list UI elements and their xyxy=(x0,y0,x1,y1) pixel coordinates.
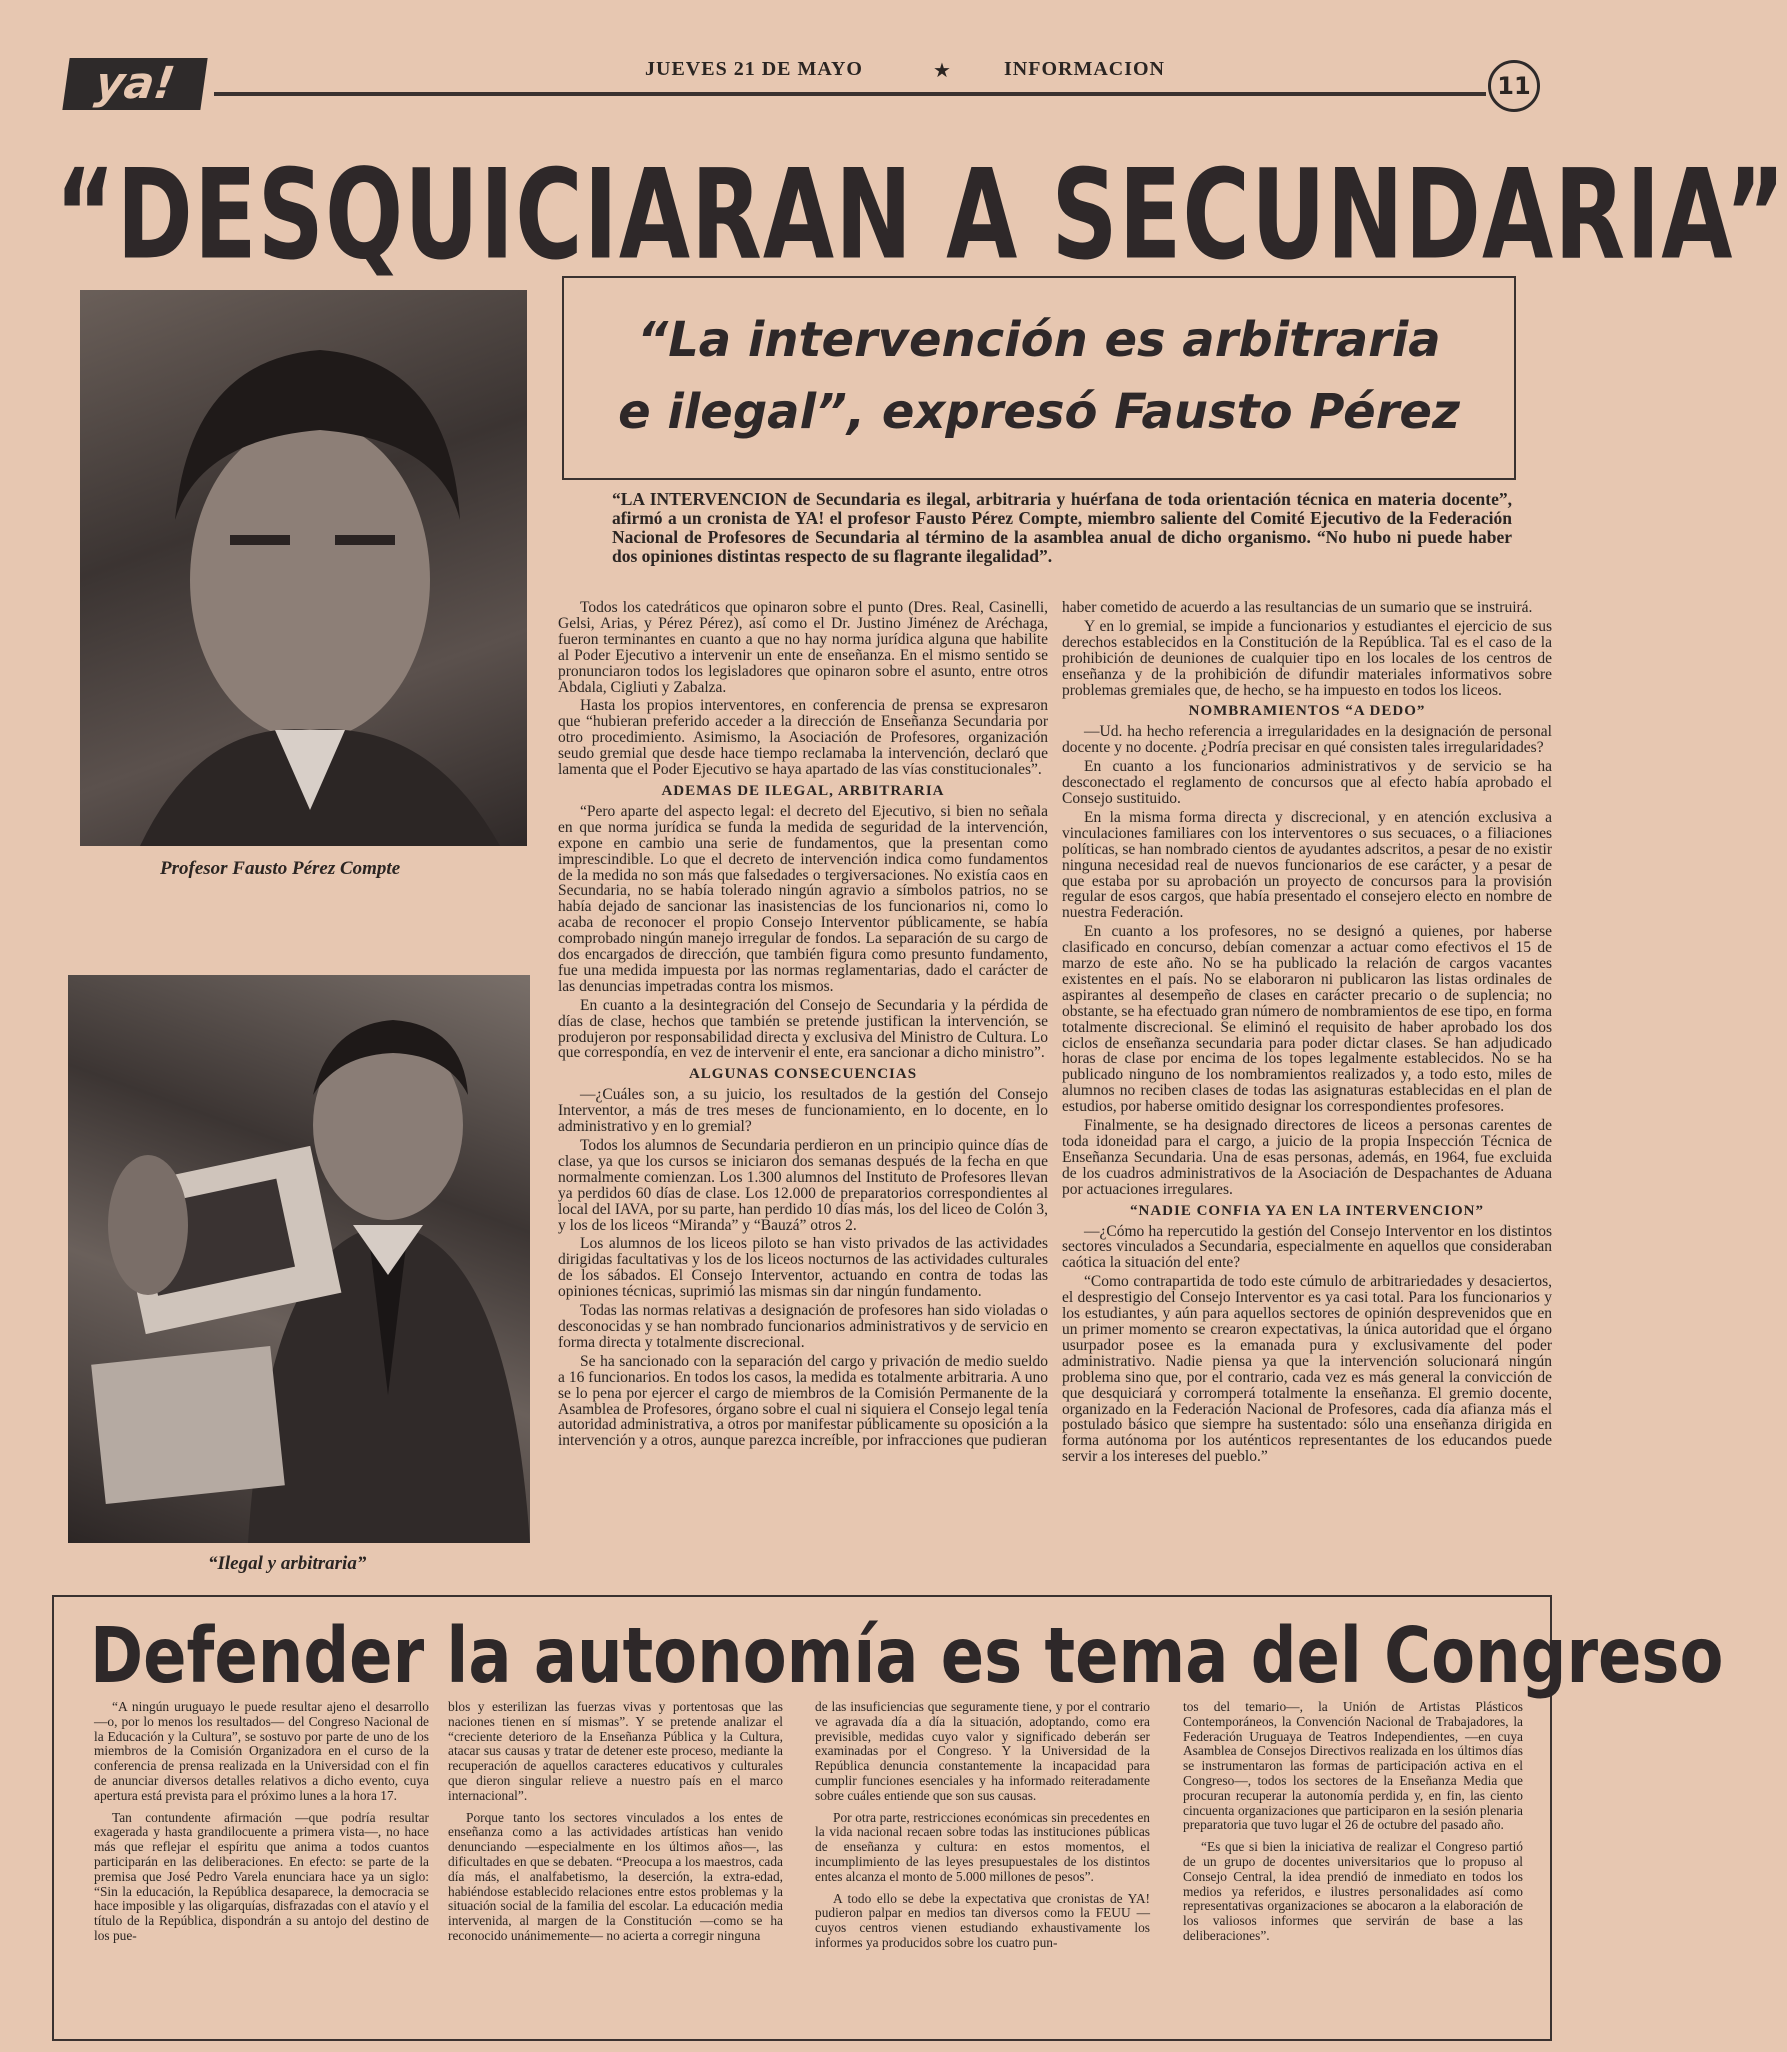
paragraph: A todo ello se debe la expectativa que cronistas de YA! pudieron palpar en medios tan diversos como la FEUU —cuyos centros vienen estudiando exhaustivamente los informes ya producidos sobre los cuatro pun- xyxy=(815,1890,1150,1950)
paragraph: Porque tanto los sectores vinculados a los entes de enseñanza como a las actividades artísticas han venido denunciando —especialmente en los últimos años—, las dificultades en que se debaten. “Preocupa a los maestros, cada día más, el analfabetismo, la deserción, la extra-edad, habiéndose establecido relaciones entre estos problemas y la situación social de la familia del escolar. La educación media intervenida, al margen de la Constitución —como se ha reconocido unánimemente— no acierta a corregir ninguna xyxy=(448,1809,783,1943)
man-illustration xyxy=(68,975,530,1543)
paragraph: de las insuficiencias que seguramente tiene, y por el contrario ve agravada día a día la situación, adoptando, como era previsible, medidas cuyo valor y significado deberán ser examinadas por el Congreso. Y la Universidad de la República denuncia constantemente la incapacidad para cumplir funciones esenciales y ha informado reiteradamente sobre cuáles entiende que son sus causas. xyxy=(815,1699,1150,1803)
paragraph: “Es que si bien la iniciativa de realizar el Congreso partió de un grupo de docentes universitarios que lo propuso al Consejo Central, la idea prendió de inmediato en todos los medios ya referidos, e ilustres personalidades así como representativas organizaciones se abocaron a la elaboración de los valiosos informes que servirán de base a las deliberaciones”. xyxy=(1183,1839,1523,1943)
paragraph: Todos los alumnos de Secundaria perdieron en un principio quince días de clase, ya que los cursos se iniciaron dos semanas después de la fecha en que normalmente comienzan. Los 1.300 alumnos del Instituto de Profesores llevan ya perdidos 60 días de clase. Los 12.000 de preparatorios correspondientes al local del IAVA, por su parte, han perdido 10 días más, los del liceo de Colón 3, y los de los liceos “Miranda” y “Bauzá” otros 2. xyxy=(558,1137,1048,1234)
header-section: INFORMACION xyxy=(1004,58,1165,80)
paragraph: “Pero aparte del aspecto legal: el decreto del Ejecutivo, si bien no señala en que norma jurídica se funda la medida de seguridad de la intervención, expone en cambio una serie de fundamentos, que la presentan como imprescindible. Lo que el decreto de intervención indica como fundamentos de la medida no son más que falsedades o tergiversaciones. No existía caos en Secundaria, no se había tolerado ningún agravio a símbolos patrios, no se había dejado de sancionar las inasistencias de los funcionarios ni, como lo acaba de reconocer el propio Consejo Interventor públicamente, se había comprobado ningún manejo irregular de fondos. La separación de su cargo de dos encargados de dirección, que también figura como presunto fundamento, fue una medida impuesta por las normas reglamentarias, dado el carácter de las denuncias impetradas contra los mismos. xyxy=(558,802,1048,995)
quote-text xyxy=(564,304,1514,448)
bottom-headline: Defender la autonomía es tema del Congreso xyxy=(90,1612,1724,1701)
man-with-document-photo xyxy=(68,975,530,1543)
paragraph: Tan contundente afirmación —que podría resultar exagerada y hasta grandilocuente a primera vista—, no hace más que reflejar el espíritu que anima a todos cuantos participarán en las deliberaciones. En efecto: se parte de la premisa que José Pedro Varela enunciara hace ya un siglo: “Sin la educación, la República desaparece, la democracia se hace imposible y las oligarquías, disfrazadas con el atavío y el título de la República, dispondrán a su antojo del destino de los pue- xyxy=(94,1809,429,1943)
photo1-caption: Profesor Fausto Pérez Compte xyxy=(160,858,401,879)
paragraph: Finalmente, se ha designado directores de liceos a personas carentes de toda idoneidad para el cargo, a juicio de la propia Inspección Técnica de Enseñanza Secundaria. Una de esas personas, además, en 1964, fue excluida de los cuadros administrativos de la Asociación de Despachantes de Aduana por actuaciones irregulares. xyxy=(1062,1117,1552,1198)
quote-line-1: “La intervención es arbitraria xyxy=(637,312,1441,368)
paragraph: Todas las normas relativas a designación de profesores han sido violadas o desconocidas y se han nombrado funcionarios administrativos y de servicio en forma directa y totalmente discrecional. xyxy=(558,1302,1048,1351)
portrait-photo xyxy=(80,290,527,846)
paragraph: Por otra parte, restricciones económicas sin precedentes en la vida nacional recaen sobre todas las instituciones públicas de enseñanza y cultura: en estos momentos, el incumplimiento de las leyes presupuestales de los distintos entes alcanza el monto de 5.000 millones de pesos”. xyxy=(815,1809,1150,1884)
quote-box xyxy=(562,276,1516,480)
paragraph: Y en lo gremial, se impide a funcionarios y estudiantes el ejercicio de sus derechos establecidos en la Constitución de la República. Tal es el caso de la prohibición de deuniones de cualquier tipo en los locales de los centros de enseñanza y de la prohibición de difundir materiales informativos sobre problemas gremiales que, de hecho, se ha impuesto en todos los liceos. xyxy=(1062,617,1552,699)
subheading: ALGUNAS CONSECUENCIAS xyxy=(688,1066,918,1083)
paragraph: tos del temario—, la Unión de Artistas Plásticos Contemporáneos, la Convención Nacional de Trabajadores, la Federación Uruguaya de Teatros Independientes, —en cuya Asamblea de Consejos Directivos realizada en los últimos días se instrumentaron las formas de participación activa en el Congreso—, todos los sectores de la Enseñanza Media que procuran recuperar la autonomía perdida y, en fin, las ciento cincuenta organizaciones que participaron en la sesión plenaria preparatoria que tuvo lugar el 26 de octubre del pasado año. xyxy=(1183,1699,1523,1833)
paragraph: En la misma forma directa y discrecional, y en atención exclusiva a vinculaciones familiares con los interventores o sus secuaces, o a filiaciones políticas, se han nombrado cientos de ayudantes adscritos, a pesar de no existir ninguna necesidad real de nuevos funcionarios de ese carácter, y a pesar de que estaba por su aprobación un proyecto de concursos para la provisión regular de esos cargos, que había presentado el consejero electo en nombre de nuestra Federación. xyxy=(1062,808,1552,922)
paragraph: Se ha sancionado con la separación del cargo y privación de medio sueldo a 16 funcionarios. En todos los casos, la medida es totalmente arbitraria. A uno se lo pena por ejercer el cargo de miembros de la Comisión Permanente de la Asamblea de Profesores, órgano sobre el cual ni siquiera el Consejo legal tenía autoridad administrativa, a otros por manifestar públicamente su oposición a la intervención y a otros, aunque parezca increíble, por infracciones que pudieran xyxy=(558,1352,1048,1450)
photo2-caption: “Ilegal y arbitraria” xyxy=(208,1553,367,1574)
paragraph: Los alumnos de los liceos piloto se han visto privados de las actividades dirigidas facultativas y los de los liceos nocturnos de las actividades culturales de los sábados. El Consejo Interventor, actuando en contra de todas las opiniones técnicas, suprimió las mismas sin dar ningún fundamento. xyxy=(558,1235,1048,1301)
header-rule xyxy=(214,92,1486,96)
article-column-left xyxy=(558,600,1048,1452)
subheading: “NADIE CONFIA YA EN LA INTERVENCION” xyxy=(1129,1202,1484,1219)
portrait-illustration xyxy=(80,290,527,846)
main-headline: “DESQUICIARAN A SECUNDARIA” xyxy=(55,142,1787,288)
star-icon: ★ xyxy=(933,60,951,82)
paragraph: blos y esterilizan las fuerzas vivas y portentosas que las naciones tienen en sí mismas”. Y se pretende analizar el “creciente deterioro de la Enseñanza Pública y la Cultura, atacar sus causas y tratar de detener este proceso, mediante la recuperación de aquellos caracteres educativos y culturales que dieron singular relieve a nuestro país en el marco internacional”. xyxy=(448,1699,783,1803)
lead-paragraph: “LA INTERVENCION de Secundaria es ilegal, arbitraria y huérfana de toda orientación técnica en materia docente”, afirmó a un cronista de YA! el profesor Fausto Pérez Compte, miembro saliente del Comité Ejecutivo de la Federación Nacional de Profesores de Secundaria al término de la asamblea anual de dicho organismo. “No hubo ni puede haber dos opiniones distintas respecto de su flagrante ilegalidad”. xyxy=(612,489,1512,566)
paragraph: Hasta los propios interventores, en conferencia de prensa se expresaron que “hubieran preferido acceder a la dirección de Enseñanza Secundaria por otro procedimiento. Asimismo, la Asociación de Profesores, organización seudo gremial que desde hace tiempo reclamaba la intervención, declaró que lamenta que el Poder Ejecutivo se haya apartado de las vías constitucionales”. xyxy=(558,697,1048,779)
bottom-column-2 xyxy=(448,1700,783,1951)
header-date: JUEVES 21 DE MAYO xyxy=(645,58,863,80)
newspaper-logo: ya! xyxy=(62,58,207,110)
subheading: NOMBRAMIENTOS “A DEDO” xyxy=(1188,703,1426,720)
paragraph: En cuanto a la desintegración del Consejo de Secundaria y la pérdida de días de clase, hechos que también se pretende justifican la intervención, se produjeron por responsabilidad directa y exclusiva del Ministro de Cultura. Lo que correspondía, en vez de intervenir el ente, era sancionar a dicho ministro”. xyxy=(558,996,1048,1062)
article-column-right xyxy=(1062,600,1552,1468)
paragraph: En cuanto a los funcionarios administrativos y de servicio se ha desconectado el reglamento de concursos que al efecto había aprobado el Consejo sustituido. xyxy=(1062,758,1552,807)
bottom-column-4 xyxy=(1183,1700,1523,1951)
quote-line-2: e ilegal”, expresó Fausto Pérez xyxy=(618,384,1460,440)
page-number: 11 xyxy=(1488,60,1540,112)
paragraph: “A ningún uruguayo le puede resultar ajeno el desarrollo —o, por lo menos los resultados— del Congreso Nacional de la Educación y la Cultura”, se sostuvo por parte de uno de los miembros de la Comisión Organizadora en el curso de la conferencia de prensa realizada en la Universidad con el fin de anunciar diversos detalles relativos a dicho evento, cuya apertura está prevista para el próximo lunes a la hora 17. xyxy=(94,1699,429,1803)
paragraph: —¿Cuáles son, a su juicio, los resultados de la gestión del Consejo Interventor, a más de tres meses de funcionamiento, en lo docente, en lo administrativo y en lo gremial? xyxy=(558,1086,1048,1136)
paragraph: “Como contrapartida de todo este cúmulo de arbitrariedades y desaciertos, el desprestigio del Consejo Interventor es ya casi total. Para los funcionarios y los estudiantes, y aún para aquellos sectores de opinión desprevenidos que en un primer momento se crearon expectativas, la única autoridad que el órgano usurpador posee es la emanada pura y exclusivamente del poder administrativo. Nadie piensa ya que la intervención solucionará ningún problema sino que, por el contrario, cada vez es más general la convicción de que desquiciará y corromperá totalmente la enseñanza. El gremio docente, organizado en la Federación Nacional de Profesores, cada día afianza más el postulado básico que siempre ha sustentado: sólo una enseñanza dirigida en forma autónoma por los auténticos representantes de los educandos puede servir a los intereses del pueblo.” xyxy=(1062,1273,1552,1466)
paragraph: —¿Cómo ha repercutido la gestión del Consejo Interventor en los distintos sectores vinculados a Secundaria, especialmente en aquellos que consideraban caótica la situación del ente? xyxy=(1062,1222,1552,1272)
paragraph: —Ud. ha hecho referencia a irregularidades en la designación de personal docente y no docente. ¿Podría precisar en qué consisten tales irregularidades? xyxy=(1062,723,1552,757)
paragraph: En cuanto a los profesores, no se designó a quienes, por haberse clasificado en concurso, debían comenzar a actuar como efectivos el 15 de marzo de este año. No se ha publicado la relación de cargos vacantes existentes en el país. No se elaboraron ni publicaron las listas ordinales de aspirantes al desempeño de clases en carácter precario o de suplencia; no obstante, se ha efectuado gran número de nombramientos de ese tipo, en forma totalmente discrecional. Se eliminó el requisito de haber aprobado los dos ciclos de enseñanza secundaria para poder dictar clases. Se han adjudicado horas de clase por encima de los topes legalmente establecidos. No se ha publicado ninguno de los nombramientos realizados y, a todo esto, miles de alumnos no reciben clases de todas las asignaturas establecidas en el plan de estudios, por haberse omitido designar los correspondientes profesores. xyxy=(1062,923,1552,1116)
bottom-column-3 xyxy=(815,1700,1150,1958)
paragraph: Todos los catedráticos que opinaron sobre el punto (Dres. Real, Casinelli, Gelsi, Arias, y Pérez Pérez), así como el Dr. Justino Jiménez de Aréchaga, fueron terminantes en cuanto a que no hay norma jurídica alguna que habilite al Poder Ejecutivo a intervenir un ente de enseñanza. En el mismo sentido se pronunciaron todos los legisladores que opinaron sobre el asunto, entre otros Abdala, Cigliuti y Zabalza. xyxy=(558,599,1048,696)
subheading: ADEMAS DE ILEGAL, ARBITRARIA xyxy=(661,782,945,799)
bottom-column-1 xyxy=(94,1700,429,1951)
paragraph: haber cometido de acuerdo a las resultancias de un sumario que se instruirá. xyxy=(1062,599,1533,616)
